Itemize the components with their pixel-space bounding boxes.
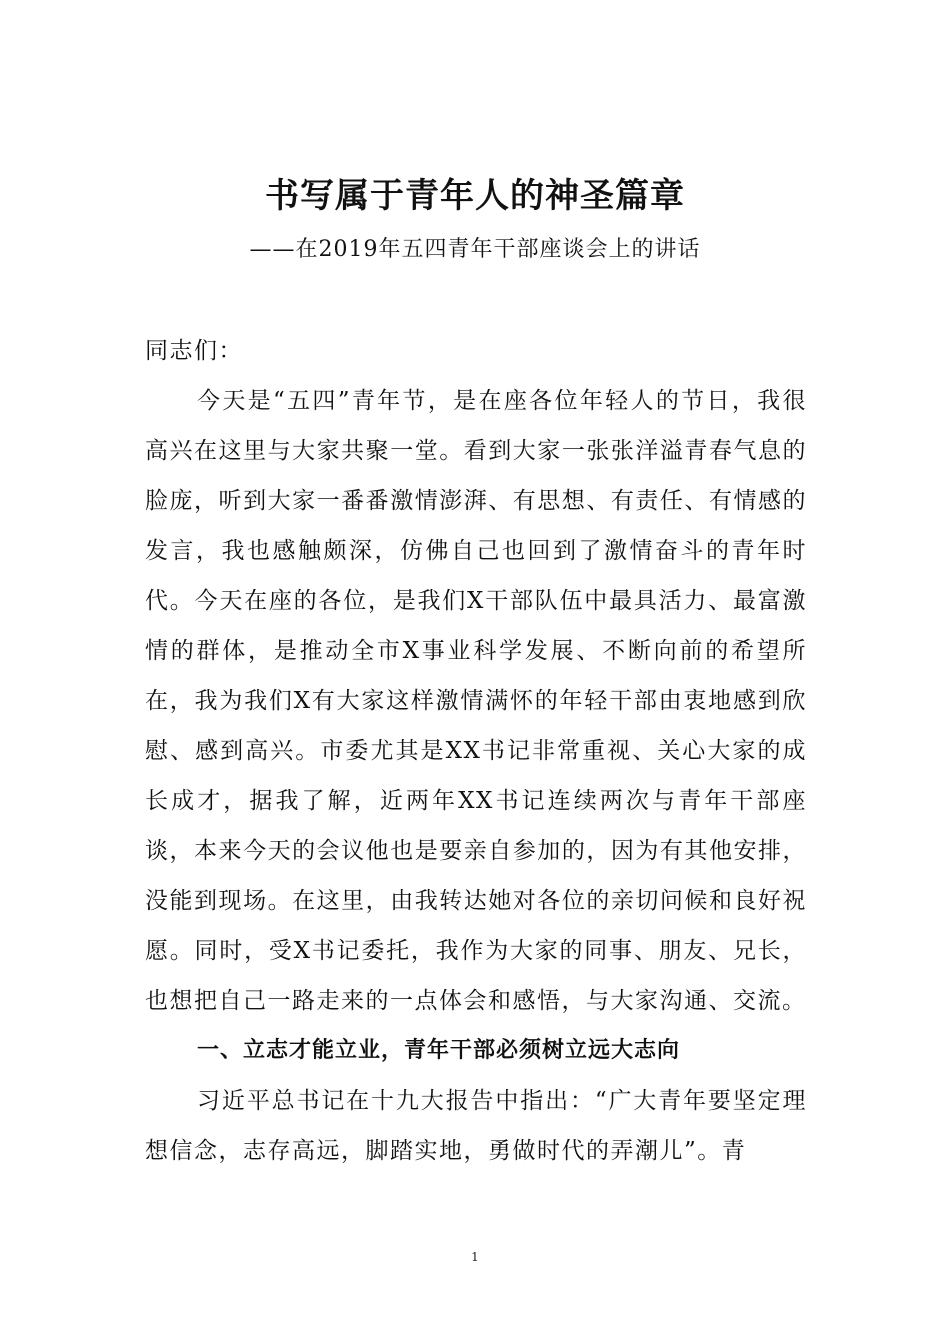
document-body (145, 326, 807, 1176)
salutation: 同志们： (145, 338, 243, 364)
section-heading: 一、立志才能立业，青年干部必须树立远大志向 (197, 1038, 681, 1063)
document-subtitle: ——在2019年五四青年干部座谈会上的讲话 (249, 237, 701, 262)
document-title: 书写属于青年人的神圣篇章 (265, 176, 685, 216)
body-paragraph: 今天是“五四”青年节，是在座各位年轻人的节日，我很高兴在这里与大家共聚一堂。看到大家一张张洋溢青春气息的脸庞，听到大家一番番激情澎湃、有思想、有责任、有情感的发言，我也感触颇深，仿佛自己也回到了激情奋斗的青年时代。今天在座的各位，是我们X干部队伍中最具活力、最富激情的群体，是推动全市X事业科学发展、不断向前的希望所在，我为我们X有大家这样激情满怀的年轻干部由衷地感到欣慰、感到高兴。市委尤其是XX书记非常重视、关心大家的成长成才，据我了解，近两年XX书记连续两次与青年干部座谈，本来今天的会议他也是要亲自参加的，因为有其他安排，没能到现场。在这里，由我转达她对各位的亲切问候和良好祝愿。同时，受X书记委托，我作为大家的同事、朋友、兄长，也想把自己一路走来的一点体会和感悟，与大家沟通、交流。 (145, 388, 807, 1014)
page-number: 1 (471, 1250, 479, 1264)
section-paragraph: 习近平总书记在十九大报告中指出：“广大青年要坚定理想信念，志存高远，脚踏实地，勇做时代的弄潮儿”。青 (145, 1088, 807, 1164)
